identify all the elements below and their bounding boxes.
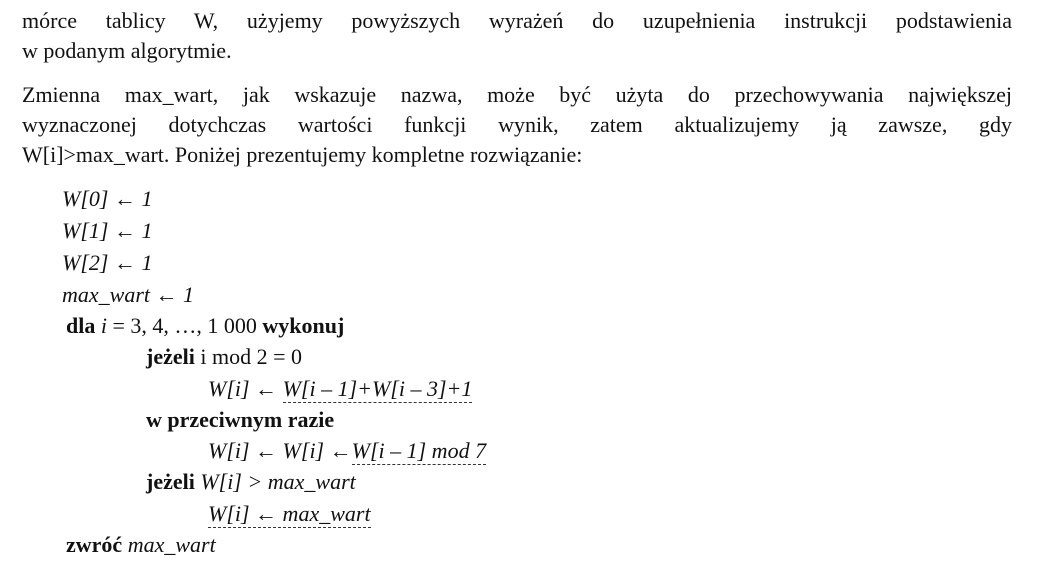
algorithm-line-2: W[1] ← 1 [62,218,153,243]
paragraph-intro [22,6,1012,66]
algorithm-line-if-mod [146,342,302,372]
algorithm-line-for-loop [66,311,344,341]
algorithm-line-return [66,530,216,560]
algorithm-line-else: w przeciwnym razie [146,407,335,432]
keyword-zwroc: zwróć [66,532,123,557]
loop-range: = 3, 4, …, 1 000 [106,313,263,338]
keyword-wykonuj: wykonuj [262,313,345,338]
assign-odd-expression: W[i – 1] mod 7 [351,438,487,463]
algorithm-line-assign-even [208,374,472,404]
keyword-jezeli-2: jeżeli [146,469,195,494]
paragraph-explanation [22,80,1012,170]
assign-odd-lhs: W[i] ← W[i] ← [208,438,352,463]
paragraph-explanation-line-2: wyznaczonej dotychczas wartości funkcji wynik, zatem aktualizujemy ją zawsze, gdy [22,112,1012,137]
update-max-expression: W[i] ← max_wart [208,501,371,526]
return-value: max_wart [122,532,216,557]
algorithm-line-4: max_wart ← 1 [62,282,194,307]
condition-mod: i mod 2 = 0 [194,344,302,369]
keyword-jezeli-1: jeżeli [146,344,195,369]
paragraph-explanation-line-3: W[i]>max_wart. Poniżej prezentujemy kompletne rozwiązanie: [22,142,583,167]
algorithm-line-if-max [146,467,356,497]
algorithm-line-3: W[2] ← 1 [62,250,153,275]
assign-even-expression: W[i – 1]+W[i – 3]+1 [282,376,473,401]
paragraph-explanation-line-1: Zmienna max_wart, jak wskazuje nazwa, może być użyta do przechowywania największej [22,82,1012,107]
algorithm-line-1: W[0] ← 1 [62,186,153,211]
algorithm-line-assign-odd [208,436,486,466]
loop-variable: i [100,313,107,338]
paragraph-intro-line-1: mórce tablicy W, użyjemy powyższych wyrażeń do uzupełnienia instrukcji podstawienia [22,8,1012,33]
keyword-dla: dla [66,313,96,338]
assign-even-lhs: W[i] ← [208,376,283,401]
algorithm-line-update-max [208,499,371,529]
paragraph-intro-line-2: w podanym algorytmie. [22,38,232,63]
condition-max: W[i] > max_wart [194,469,356,494]
